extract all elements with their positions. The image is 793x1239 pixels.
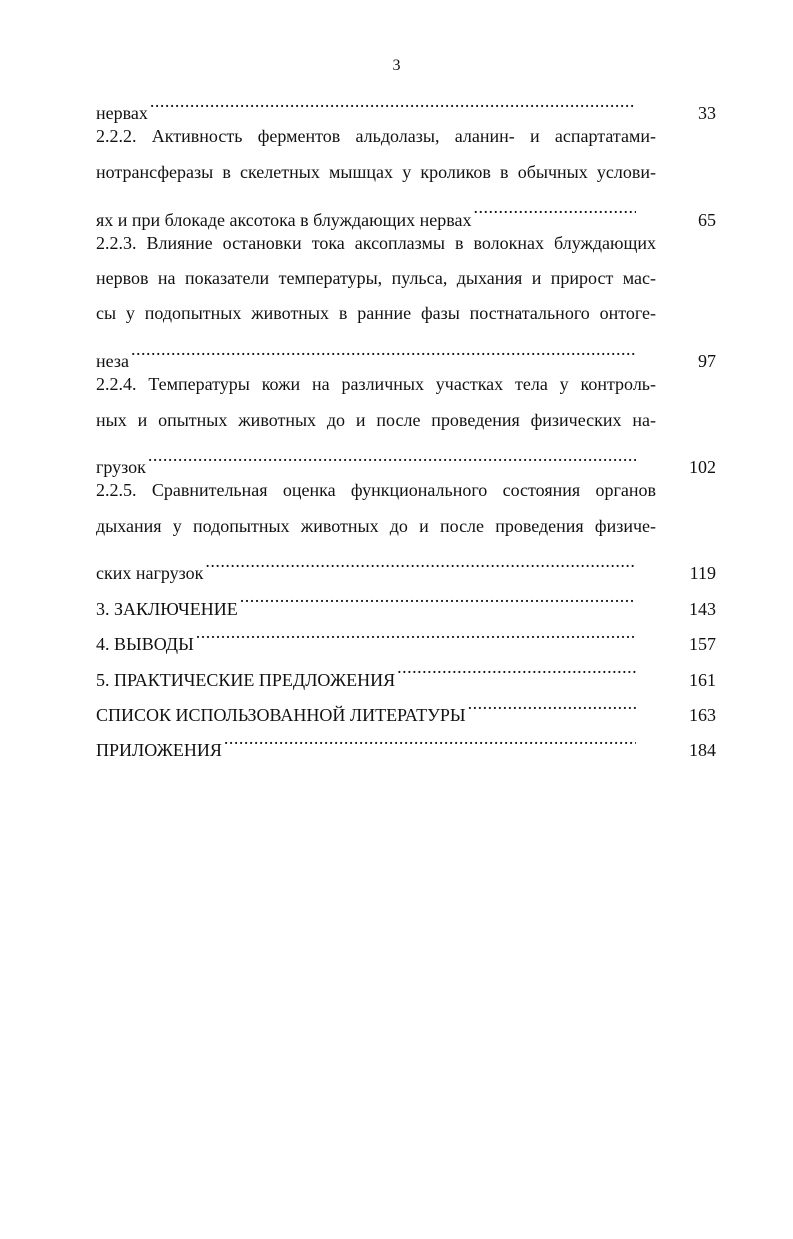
- table-of-contents: [96, 84, 716, 761]
- toc-page-number: 161: [689, 669, 716, 690]
- toc-entry-title: 3. ЗАКЛЮЧЕНИЕ: [96, 598, 238, 619]
- dot-leader: [129, 332, 636, 367]
- toc-page-number: 65: [698, 209, 716, 230]
- dot-leader: [222, 721, 636, 756]
- toc-entry-text-line: нервов на показатели температуры, пульса, дыхания и прирост мас-: [96, 267, 656, 288]
- toc-entry-text-line: нотрансферазы в скелетных мышцах у кроликов в обычных услови-: [96, 161, 656, 182]
- toc-entry-text-line: 2.2.3. Влияние остановки тока аксоплазмы в волокнах блуждающих: [96, 232, 656, 253]
- toc-entry-text-line: ных и опытных животных до и после проведения физических на-: [96, 409, 656, 430]
- dot-leader: [146, 438, 636, 473]
- dot-leader: [395, 650, 636, 685]
- toc-entry-title: грузок: [96, 457, 146, 478]
- toc-entry-2-2-2[interactable]: [96, 119, 716, 230]
- toc-entry-2-2-5[interactable]: [96, 473, 716, 584]
- toc-entry-text-line: сы у подопытных животных в ранние фазы постнатального онтоге-: [96, 303, 656, 324]
- toc-entry-text-line: дыхания у подопытных животных до и после проведения физиче-: [96, 515, 656, 536]
- toc-entry-text-line: 2.2.5. Сравнительная оценка функционального состояния органов: [96, 480, 656, 501]
- toc-entry-title: неза: [96, 351, 129, 372]
- toc-page-number: 163: [689, 705, 716, 726]
- toc-page-number: 33: [698, 103, 716, 124]
- toc-entry-title: 4. ВЫВОДЫ: [96, 634, 194, 655]
- toc-entry-title: ских нагрузок: [96, 563, 204, 584]
- toc-page-number: 157: [689, 634, 716, 655]
- dot-leader: [466, 686, 636, 721]
- toc-page-number: 119: [689, 563, 716, 584]
- toc-page-number: 102: [689, 457, 716, 478]
- toc-entry-2-2-3[interactable]: [96, 226, 716, 372]
- toc-page-number: 184: [689, 740, 716, 761]
- toc-entry-2-2-4[interactable]: [96, 367, 716, 478]
- toc-entry-nerves-continued[interactable]: [96, 84, 716, 124]
- dot-leader: [148, 84, 636, 119]
- toc-entry-title: СПИСОК ИСПОЛЬЗОВАННОЙ ЛИТЕРАТУРЫ: [96, 705, 466, 726]
- toc-entry-title: ПРИЛОЖЕНИЯ: [96, 740, 222, 761]
- page-number: 3: [392, 57, 401, 74]
- toc-page-number: 143: [689, 598, 716, 619]
- toc-entry-title: ях и при блокаде аксотока в блуждающих нервах: [96, 209, 472, 230]
- toc-entry-title: нервах: [96, 103, 148, 124]
- toc-entry-title: 5. ПРАКТИЧЕСКИЕ ПРЕДЛОЖЕНИЯ: [96, 669, 396, 690]
- dot-leader: [471, 190, 636, 225]
- toc-entry-text-line: 2.2.4. Температуры кожи на различных участках тела у контроль-: [96, 374, 656, 395]
- dot-leader: [194, 615, 636, 650]
- toc-entry-text-line: 2.2.2. Активность ферментов альдолазы, аланин- и аспартатами-: [96, 126, 656, 147]
- dot-leader: [238, 579, 636, 614]
- toc-page-number: 97: [698, 351, 716, 372]
- dot-leader: [203, 544, 636, 579]
